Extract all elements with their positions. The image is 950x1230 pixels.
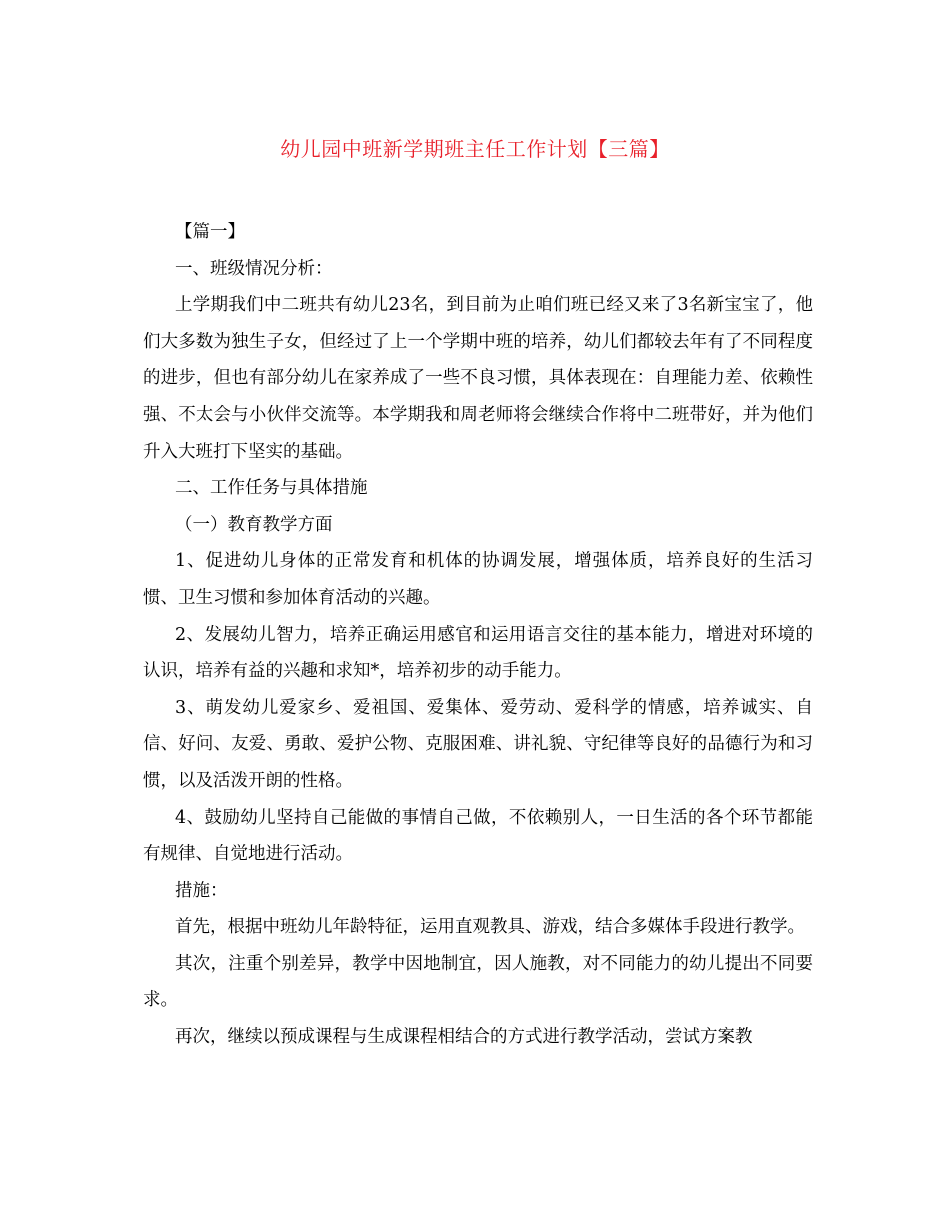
heading-measures: 措施： bbox=[175, 880, 228, 901]
paragraph-class-analysis: 上学期我们中二班共有幼儿23名，到目前为止咱们班已经又来了3名新宝宝了，他们大多数为独生子女，但经过了上一个学期中班的培养，幼儿们都较去年有了不同程度的进步，但也有部分幼儿在家养成了一些不良习惯，具体表现在：自理能力差、依赖性强、不太会与小伙伴交流等。本学期我和周老师将会继续合作将中二班带好，并为他们升入大班打下坚实的基础。 bbox=[143, 295, 813, 462]
paragraph-goal-3: 3、萌发幼儿爱家乡、爱祖国、爱集体、爱劳动、爱科学的情感，培养诚实、自信、好问、友爱、勇敢、爱护公物、克服困难、讲礼貌、守纪律等良好的品德行为和习惯，以及活泼开朗的性格。 bbox=[143, 697, 813, 791]
paragraph-goal-4: 4、鼓励幼儿坚持自己能做的事情自己做，不依赖别人，一日生活的各个环节都能有规律、自觉地进行活动。 bbox=[143, 807, 813, 865]
paragraph-goal-1: 1、促进幼儿身体的正常发育和机体的协调发展，增强体质，培养良好的生活习惯、卫生习惯和参加体育活动的兴趣。 bbox=[143, 551, 813, 608]
paragraph-measure-third: 再次，继续以预成课程与生成课程相结合的方式进行教学活动，尝试方案教 bbox=[175, 1027, 753, 1048]
paragraph-measure-second: 其次，注重个别差异，教学中因地制宜，因人施教，对不同能力的幼儿提出不同要求。 bbox=[143, 953, 813, 1011]
document-title: 幼儿园中班新学期班主任工作计划【三篇】 bbox=[280, 137, 670, 161]
subheading-teaching: （一）教育教学方面 bbox=[175, 514, 333, 535]
heading-tasks-measures: 二、工作任务与具体措施 bbox=[175, 478, 368, 499]
heading-class-analysis: 一、班级情况分析： bbox=[175, 258, 333, 279]
section-heading-part-one: 【篇一】 bbox=[175, 222, 245, 242]
paragraph-measure-first: 首先，根据中班幼儿年龄特征，运用直观教具、游戏，结合多媒体手段进行教学。 bbox=[175, 917, 805, 938]
paragraph-goal-2: 2、发展幼儿智力，培养正确运用感官和运用语言交往的基本能力，增进对环境的认识，培养有益的兴趣和求知*，培养初步的动手能力。 bbox=[143, 624, 813, 682]
document-body bbox=[143, 214, 813, 1056]
